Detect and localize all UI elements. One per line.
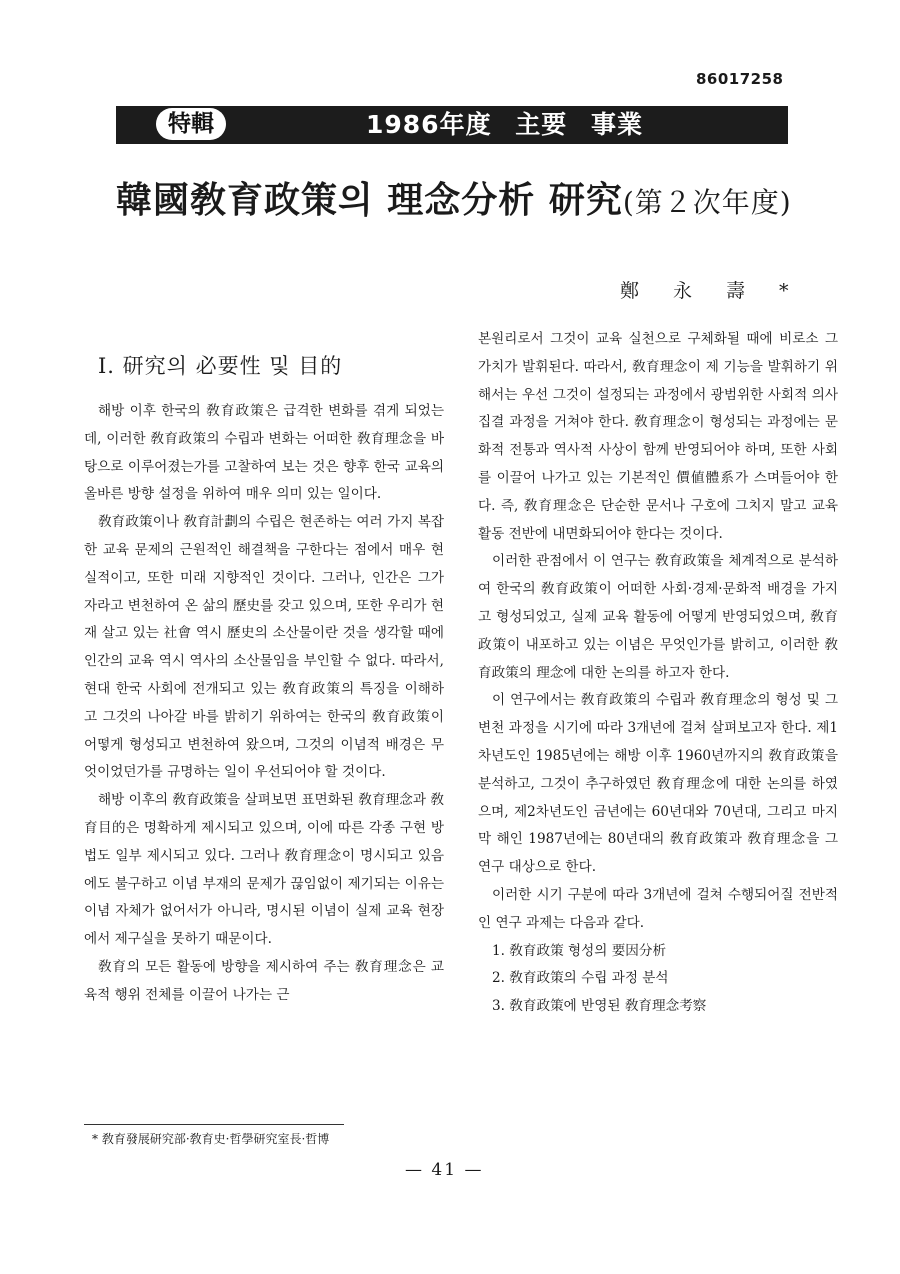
paragraph-continued: 본원리로서 그것이 교육 실천으로 구체화될 때에 비로소 그 가치가 발휘된다. 따라서, 敎育理念이 제 기능을 발휘하기 위해서는 우선 그것이 설정되는 과정에서 광범위한 사회적 의사 집결 과정을 거쳐야 한다. 敎育理念이 형성되는 과정에는 문화적 전통과 역사적 사상이 함께 반영되어야 하며, 또한 사회를 이끌어 나가고 있는 기본적인 價値體系가 스며들어야 한다. 즉, 敎育理念은 단순한 문서나 구호에 그치지 말고 교육활동 전반에 내면화되어야 한다는 것이다. [478,331,838,542]
paragraph: 이러한 시기 구분에 따라 3개년에 걸쳐 수행되어질 전반적인 연구 과제는 다음과 같다. [478,886,838,931]
article-title [116,172,876,223]
page-number: — 41 — [405,1160,484,1180]
feature-banner [116,106,788,144]
paragraph: 敎育의 모든 활동에 방향을 제시하여 주는 敎育理念은 교육적 행위 전체를 이끌어 나가는 근 [84,958,444,1003]
paragraph: 이러한 관점에서 이 연구는 敎育政策을 체계적으로 분석하여 한국의 敎育政策이 어떠한 사회·경제·문화적 배경을 가지고 형성되었고, 실제 교육 활동에 어떻게 반영되었으며, 敎育政策이 내포하고 있는 이념은 무엇인가를 밝히고, 이러한 敎育政策의 理念에 대한 논의를 하고자 한다. [478,553,838,681]
author-name: 鄭永壽* [620,280,823,302]
banner-title: 1986年度 主要 事業 [366,110,643,139]
left-column [84,398,444,1010]
list-item: 3. 敎育政策에 반영된 敎育理念考察 [492,998,707,1015]
list-item: 1. 敎育政策 형성의 要因分析 [492,942,667,959]
paragraph: 敎育政策이나 敎育計劃의 수립은 현존하는 여러 가지 복잡한 교육 문제의 근원적인 해결책을 구한다는 점에서 매우 현실적이고, 또한 미래 지향적인 것이다. 그러나, 인간은 그가 자라고 변천하여 온 삶의 歷史를 갖고 있으며, 또한 우리가 현재 살고 있는 社會 역시 歷史의 소산물이란 것을 생각할 때에 인간의 교육 역시 역사의 소산물임을 부인할 수 없다. 따라서, 현대 한국 사회에 전개되고 있는 敎育政策의 특징을 이해하고 그것의 나아갈 바를 밝히기 위하여는 한국의 敎育政策이 어떻게 형성되고 변천하여 왔으며, 그것의 이념적 배경은 무엇이었던가를 규명하는 일이 우선되어야 할 것이다. [84,514,444,781]
right-column [478,326,838,1021]
footnote: * 敎育發展研究部·敎育史·哲學研究室長·哲博 [92,1132,330,1146]
footnote-divider [84,1124,344,1125]
paragraph: 이 연구에서는 敎育政策의 수립과 敎育理念의 형성 및 그 변천 과정을 시기에 따라 3개년에 걸쳐 살펴보고자 한다. 제1차년도인 1985년에는 해방 이후 1960년까지의 敎育政策을 분석하고, 그것이 추구하였던 敎育理念에 대한 논의를 하였으며, 제2차년도인 금년에는 60년대와 70년대, 그리고 마지막 해인 1987년에는 80년대의 敎育政策과 敎育理念을 그 연구 대상으로 한다. [478,692,838,876]
paragraph: 해방 이후의 敎育政策을 살펴보면 표면화된 敎育理念과 敎育目的은 명확하게 제시되고 있으며, 이에 따른 각종 구현 방법도 일부 제시되고 있다. 그러나 敎育理念이 명시되고 있음에도 불구하고 이념 부재의 문제가 끊임없이 제기되는 이유는 이념 자체가 없어서가 아니라, 명시된 이념이 실제 교육 현장에서 제구실을 못하기 때문이다. [84,792,444,948]
article-title-sub: (第２次年度) [622,186,792,219]
document-id: 86017258 [696,70,784,88]
section-heading: Ⅰ. 研究의 必要性 및 目的 [98,354,343,378]
paragraph: 해방 이후 한국의 敎育政策은 급격한 변화를 겪게 되었는데, 이러한 敎育政策의 수립과 변화는 어떠한 敎育理念을 바탕으로 이루어졌는가를 고찰하여 보는 것은 향후 한국 교육의 올바른 방향 설정을 위하여 매우 의미 있는 일이다. [84,403,444,503]
list-item: 2. 敎育政策의 수립 과정 분석 [492,970,669,987]
feature-tag: 特輯 [156,108,226,140]
article-title-main: 韓國敎育政策의 理念分析 研究 [116,179,623,221]
research-task-list [478,938,838,1021]
